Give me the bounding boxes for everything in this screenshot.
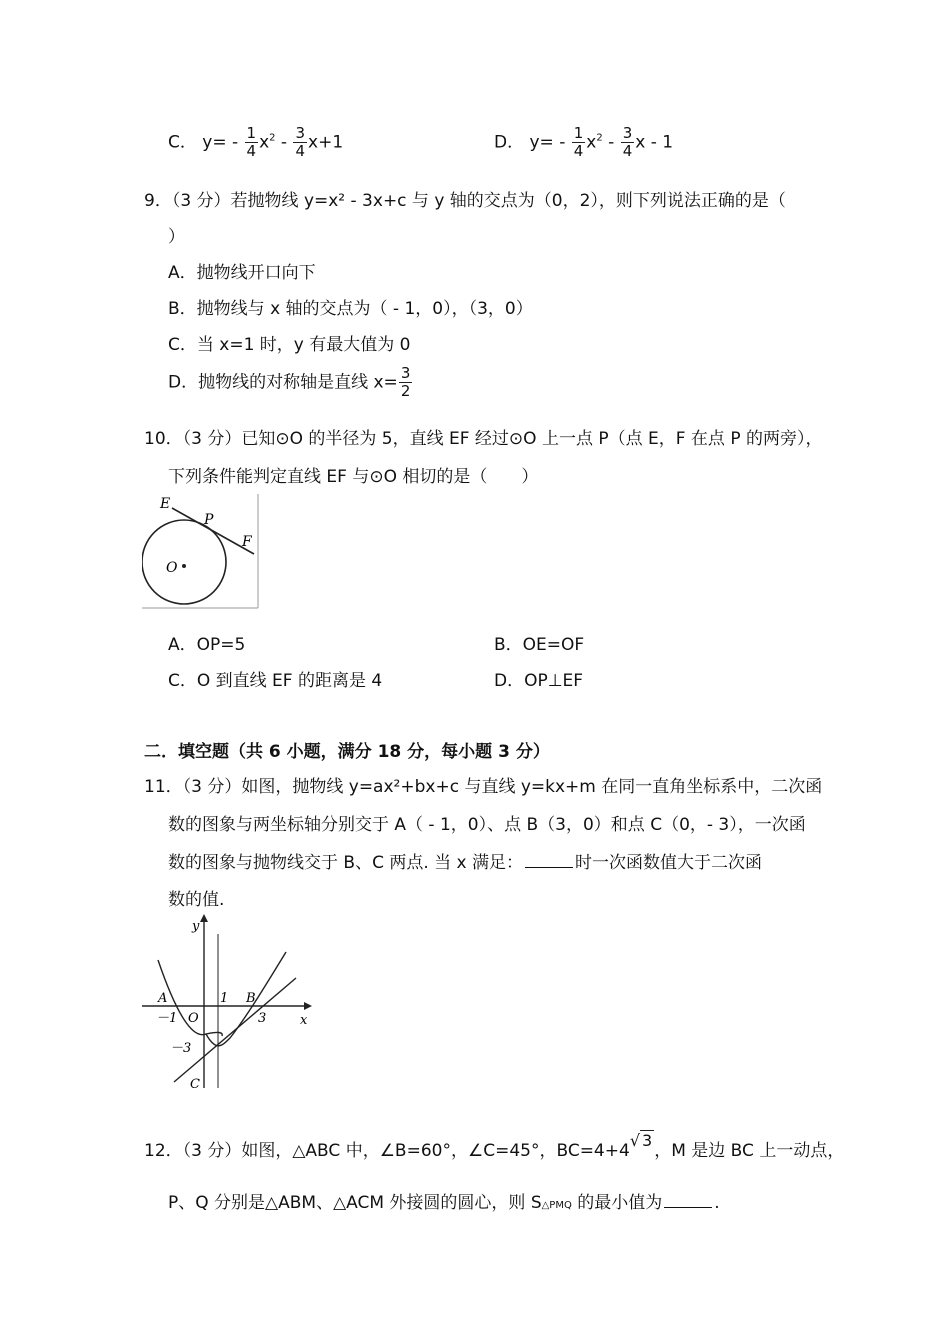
frac-den: 4 <box>573 142 584 160</box>
frac-num: 1 <box>246 124 257 142</box>
label-neg3: －3 <box>170 1041 192 1056</box>
q8-option-c-label: C． <box>168 132 197 153</box>
minus: - <box>275 132 288 153</box>
exponent: 2 <box>269 132 276 144</box>
sqrt-symbol: √ 3 <box>629 1131 653 1150</box>
frac-num: 1 <box>573 124 584 142</box>
q8-option-d-x: x <box>586 132 597 153</box>
q12-stem-line1 <box>144 1131 845 1161</box>
label-c: C <box>190 1077 200 1092</box>
q10-option-a: A．OP=5 <box>168 635 246 655</box>
sqrt-value: 3 <box>642 1131 653 1150</box>
q11-graph-figure <box>140 912 320 1092</box>
q9-stem: 9．（3 分）若抛物线 y=x² - 3x+c 与 y 轴的交点为（0，2），则下列说法正确的是（ <box>144 191 786 211</box>
q8-option-c <box>168 126 343 159</box>
label-o: O <box>166 560 178 576</box>
q8-option-c-tail: x+1 <box>308 132 344 153</box>
frac-num: 3 <box>295 124 306 142</box>
q8-option-d-label: D． <box>494 132 525 153</box>
q10-circle-figure <box>142 494 262 612</box>
label-o: O <box>188 1011 199 1026</box>
frac-den: 4 <box>246 142 257 160</box>
q8-option-c-frac2 <box>293 126 307 159</box>
label-3: 3 <box>258 1011 267 1026</box>
y-axis-arrow <box>200 914 208 922</box>
label-x: x <box>300 1013 308 1028</box>
q8-option-c-pre: y= - <box>202 132 239 153</box>
exponent: 2 <box>596 132 603 144</box>
subscript: △PMQ <box>541 1200 572 1211</box>
q9-option-b: B．抛物线与 x 轴的交点为（ - 1，0），（3，0） <box>168 299 533 319</box>
label-b: B <box>246 991 256 1006</box>
circle-o <box>142 520 226 604</box>
period: . <box>714 1193 720 1213</box>
label-e: E <box>160 496 171 512</box>
q9-option-d-text: D．抛物线的对称轴是直线 x= <box>168 372 398 393</box>
q12-stem-line2 <box>168 1188 720 1213</box>
label-neg1: －1 <box>156 1011 178 1026</box>
answer-blank[interactable] <box>525 853 573 868</box>
q10-option-d: D．OP⊥EF <box>494 671 584 691</box>
q12-stem-line1-post: ，M 是边 BC 上一动点， <box>654 1141 845 1161</box>
q8-option-d-pre: y= - <box>529 132 566 153</box>
minus: - <box>602 132 615 153</box>
frac-num: 3 <box>622 124 633 142</box>
q9-option-d-frac <box>399 366 413 399</box>
answer-blank[interactable] <box>664 1193 712 1208</box>
q8-option-c-x: x <box>259 132 270 153</box>
label-1: 1 <box>220 991 229 1006</box>
q9-stem-cont: ） <box>168 227 185 247</box>
q12-stem-line1-pre: 12．（3 分）如图，△ABC 中，∠B=60°，∠C=45°，BC=4+4 <box>144 1141 630 1161</box>
q10-option-b: B．OE=OF <box>494 635 585 655</box>
section-heading: 二．填空题（共 6 小题，满分 18 分，每小题 3 分） <box>144 742 550 762</box>
q9-option-a: A．抛物线开口向下 <box>168 263 316 283</box>
q8-option-d-frac2 <box>621 126 635 159</box>
label-a: A <box>158 991 168 1006</box>
q8-option-d-tail: x - 1 <box>635 132 674 153</box>
q11-stem-line1: 11．（3 分）如图，抛物线 y=ax²+bx+c 与直线 y=kx+m 在同一直角坐标系中，二次函 <box>144 777 823 797</box>
label-y: y <box>192 919 200 934</box>
q8-option-d <box>494 126 673 159</box>
q8-option-c-frac1 <box>245 126 259 159</box>
q9-option-c: C．当 x=1 时，y 有最大值为 0 <box>168 335 411 355</box>
label-f: F <box>242 534 252 550</box>
q12-stem-line2-post: 的最小值为 <box>571 1193 663 1213</box>
q8-option-d-frac1 <box>572 126 586 159</box>
frac-den: 4 <box>295 142 306 160</box>
center-point <box>182 564 186 568</box>
q10-stem-line2: 下列条件能判定直线 EF 与⊙O 相切的是（ ） <box>168 467 539 487</box>
q12-stem-line2-pre: P、Q 分别是△ABM、△ACM 外接圆的圆心，则 S <box>168 1193 542 1213</box>
frac-num: 3 <box>400 364 411 382</box>
frac-den: 4 <box>622 142 633 160</box>
q10-option-c: C．O 到直线 EF 的距离是 4 <box>168 671 383 691</box>
q9-option-d <box>168 366 413 399</box>
x-axis-arrow <box>304 1002 312 1010</box>
q11-stem-line3 <box>168 848 762 873</box>
q11-stem-line3-post: 时一次函数值大于二次函 <box>575 853 763 873</box>
q11-stem-line3-pre: 数的图象与抛物线交于 B、C 两点. 当 x 满足： <box>168 853 524 873</box>
frac-den: 2 <box>400 382 411 400</box>
label-p: P <box>204 512 214 528</box>
q10-stem-line1: 10．（3 分）已知⊙O 的半径为 5，直线 EF 经过⊙O 上一点 P（点 E，F 在点 P 的两旁）， <box>144 429 823 449</box>
q11-stem-line4: 数的值. <box>168 890 225 910</box>
q11-stem-line2: 数的图象与两坐标轴分别交于 A（ - 1，0）、点 B（3，0）和点 C（0，- 3），一次函 <box>168 815 806 835</box>
